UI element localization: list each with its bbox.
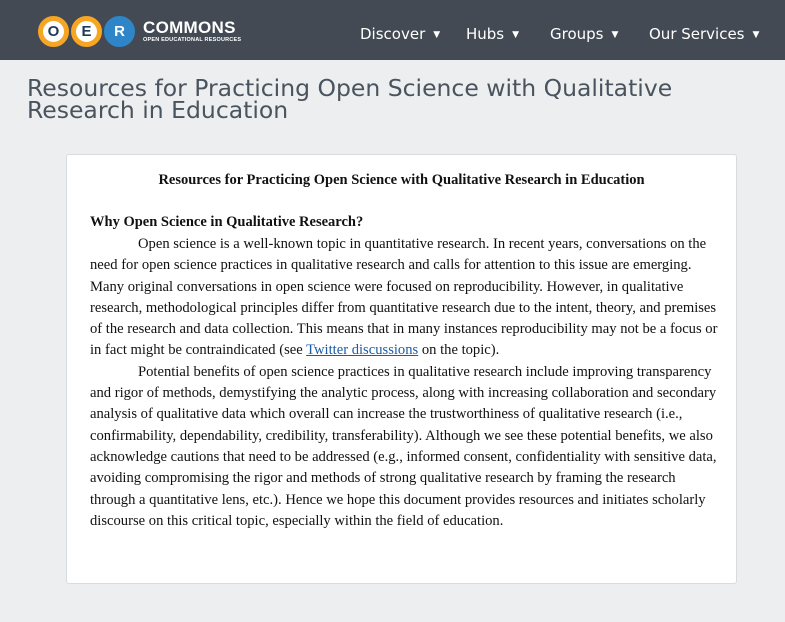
chevron-down-icon: ▼ — [512, 30, 520, 40]
paragraph-2: Potential benefits of open science practices in qualitative research include improving transparency and rigor of methods, demystifying the analytic process, along with increasing collaboration and secondary analysis of qualitative data which overall can increase the trustworthiness of qualitative research (i.e., confirmability, dependability, credibility, transferability). Although we see these potential benefits, we also acknowledge cautions that need to be addressed (e.g., informed consent, confidentiality with sensitive data, avoiding compromising the rigor and methods of strong qualitative research by framing the research through a quantitative lens, etc.). Hence we hope this document provides resources and initiates scholarly discourse on this critical topic, especially within the field of education. — [90, 363, 717, 529]
card-heading: Resources for Practicing Open Science with Qualitative Research in Education — [158, 172, 645, 188]
nav-groups[interactable] — [550, 25, 618, 43]
resource-content-card — [66, 154, 737, 584]
chevron-down-icon: ▼ — [611, 30, 619, 40]
logo-text — [143, 19, 241, 44]
nav-hubs-label: Hubs — [466, 25, 505, 43]
paragraph-1-end: on the topic). — [418, 342, 500, 359]
section-heading: Why Open Science in Qualitative Research? — [90, 214, 364, 230]
chevron-down-icon: ▼ — [752, 30, 760, 40]
card-body — [90, 234, 720, 532]
page-title: Resources for Practicing Open Science with Qualitative Research in Education — [27, 74, 673, 124]
nav-our-services[interactable] — [649, 25, 759, 43]
logo-letter-o: O — [38, 16, 69, 47]
top-navbar — [0, 0, 785, 60]
nav-discover[interactable] — [360, 25, 440, 43]
twitter-discussions-link[interactable]: Twitter discussions — [306, 342, 419, 359]
logo-letter-e: E — [71, 16, 102, 47]
paragraph-1 — [90, 234, 720, 362]
nav-discover-label: Discover — [360, 25, 426, 43]
chevron-down-icon: ▼ — [433, 30, 441, 40]
logo-brand-name: COMMONS — [143, 17, 236, 37]
paragraph-1-text: Open science is a well-known topic in quantitative research. In recent years, conversations on the need for open science practices in qualitative research and calls for attention to this issue are emerging. Many original conversations in open science were focused on reproducibility. However, in qualitative research, methodological principles differ from quantitative research due to the intent, theory, and premises of the research and data collection. This means that in many instances reproducibility may not be a focus or in fact might be contraindicated (see — [90, 236, 718, 359]
nav-our-services-label: Our Services — [649, 25, 745, 43]
logo-tagline: OPEN EDUCATIONAL RESOURCES — [143, 36, 242, 43]
nav-hubs[interactable] — [466, 25, 519, 43]
nav-groups-label: Groups — [550, 25, 604, 43]
oer-commons-logo[interactable] — [38, 15, 241, 47]
logo-letter-r: R — [104, 16, 135, 47]
